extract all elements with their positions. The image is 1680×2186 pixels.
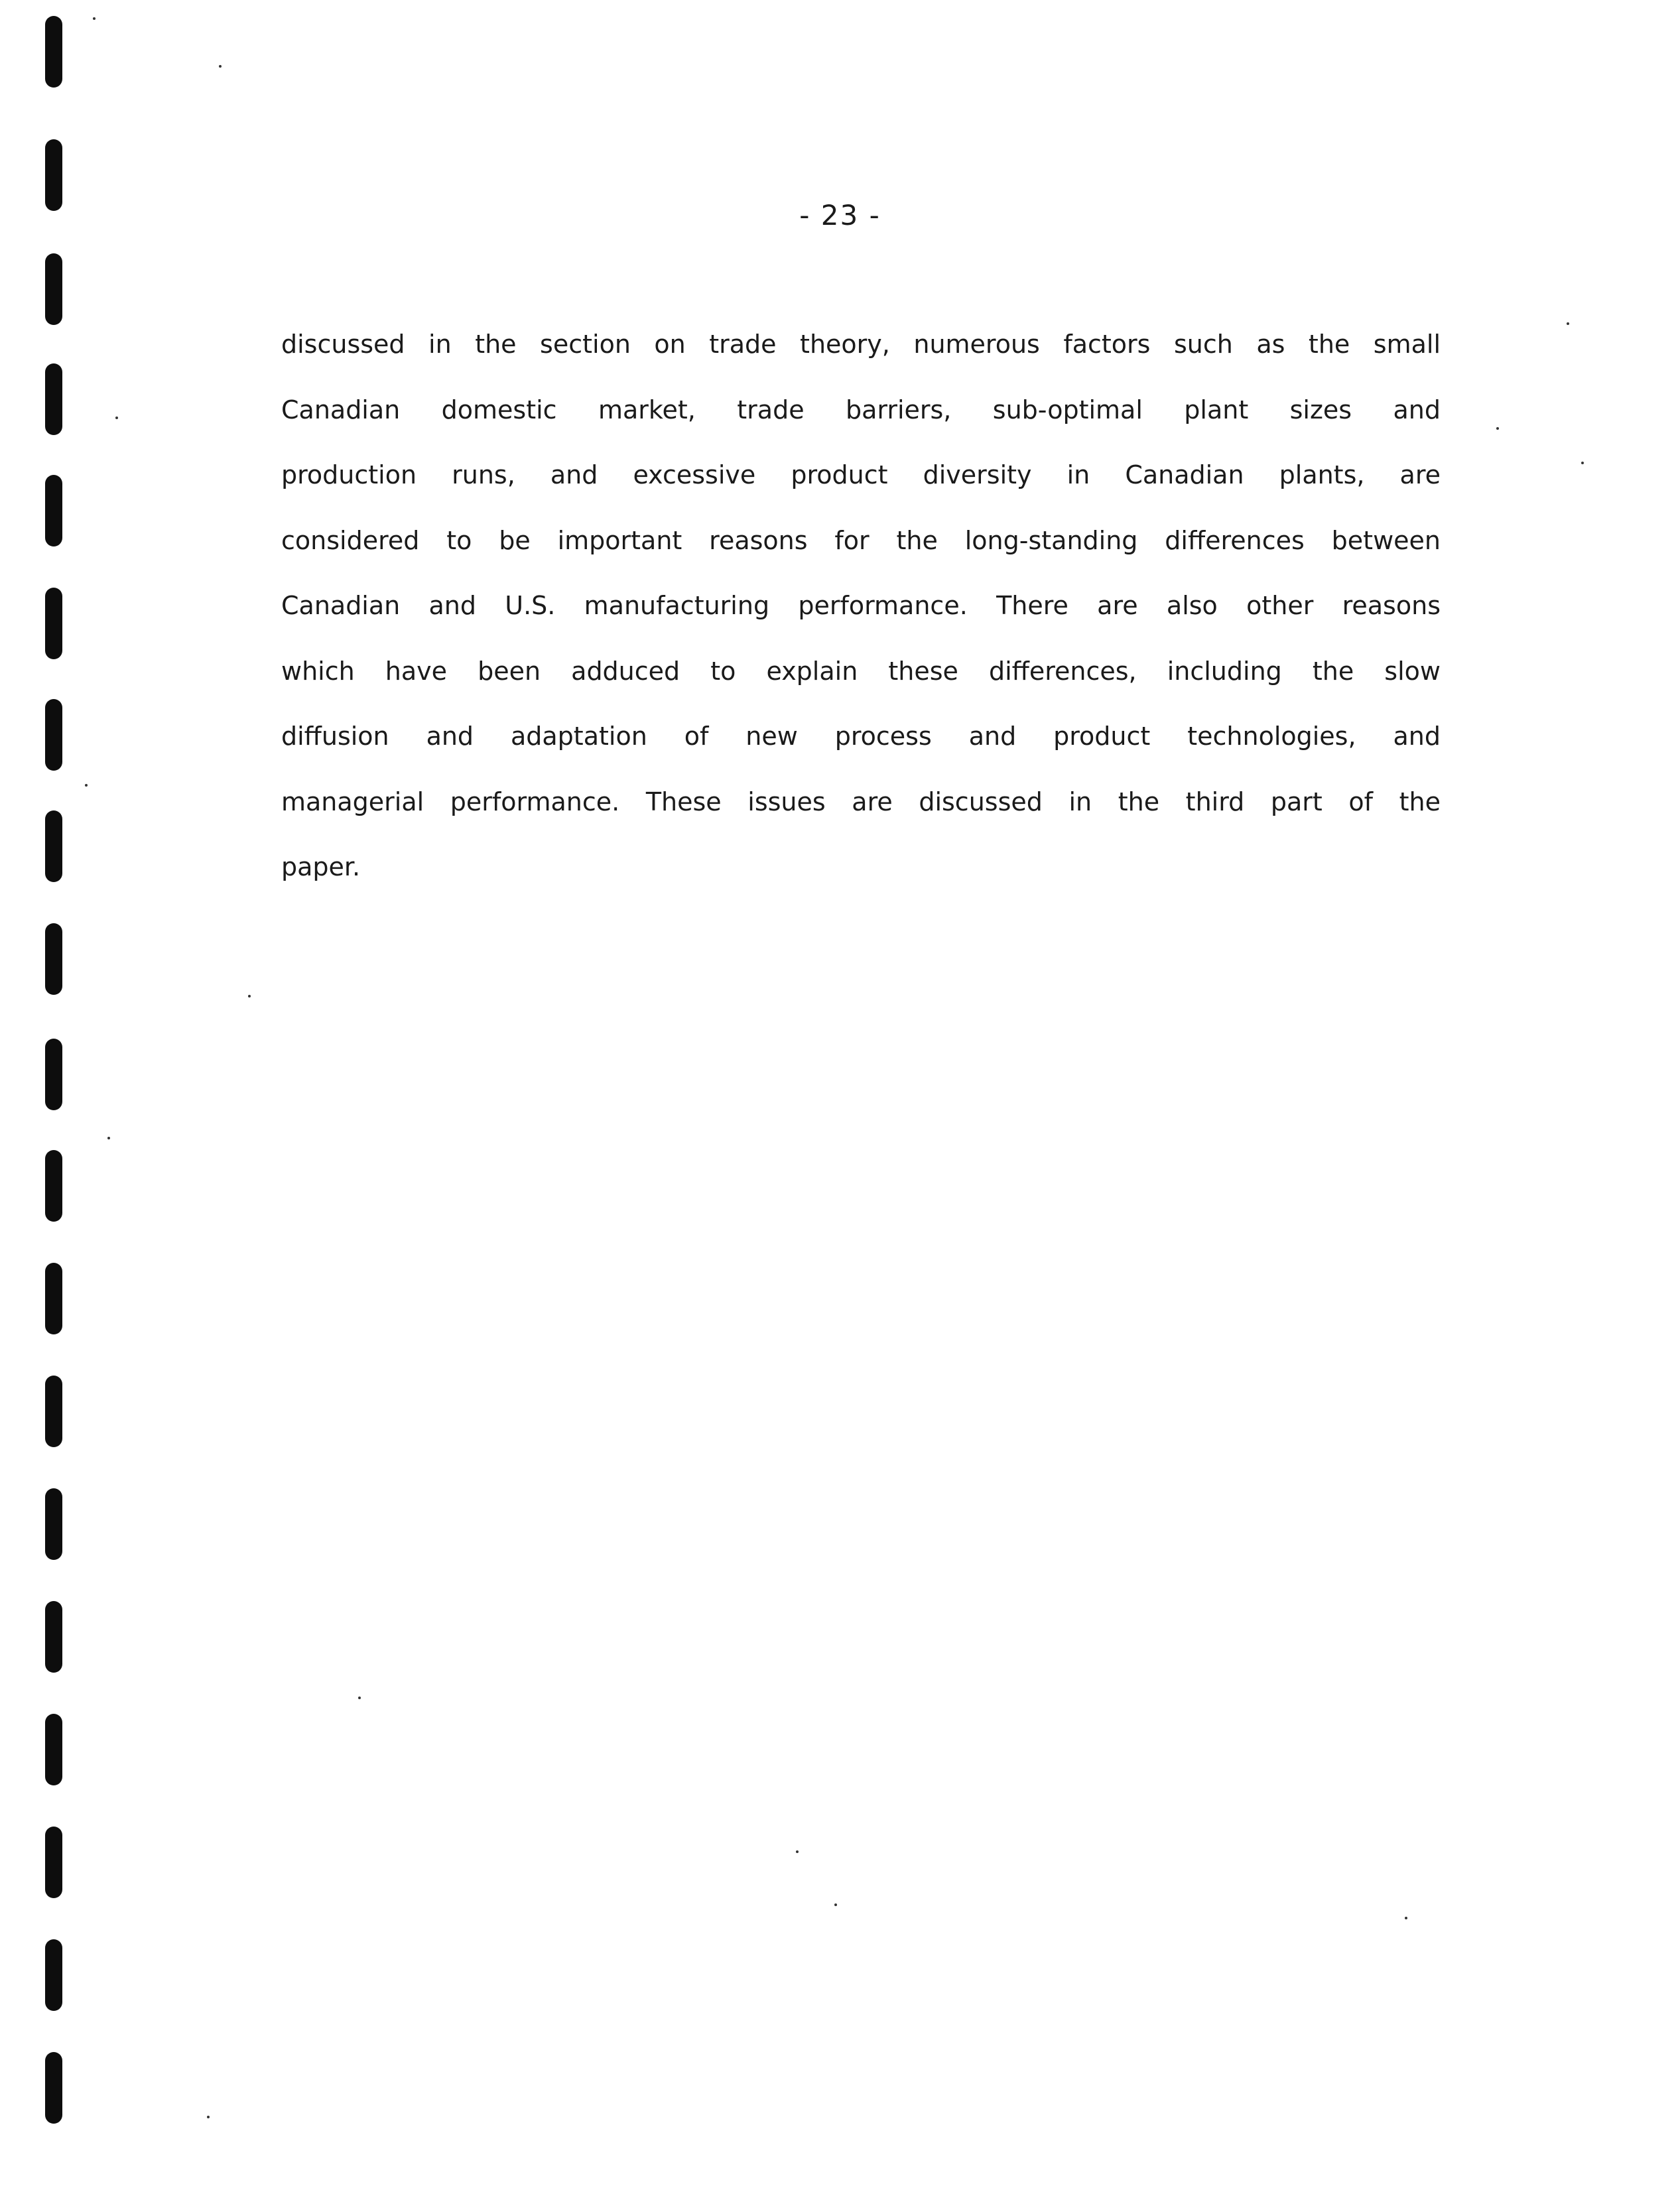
binding-hole [45, 475, 62, 546]
binding-hole [45, 699, 62, 771]
scan-speck [796, 1850, 799, 1853]
scan-speck [248, 995, 251, 997]
binding-hole [45, 923, 62, 995]
body-paragraph [281, 312, 1441, 900]
body-line: production runs, and excessive product diversity in Canadian plants, are [281, 460, 1441, 489]
binding-hole [45, 1039, 62, 1110]
body-line: managerial performance. These issues are discussed in the third part of the [281, 787, 1441, 816]
binding-hole [45, 16, 62, 88]
binding-hole [45, 588, 62, 659]
binding-hole [45, 1827, 62, 1898]
body-line: Canadian domestic market, trade barriers, sub-optimal plant sizes and [281, 395, 1441, 424]
binding-hole [45, 253, 62, 325]
binding-hole [45, 1263, 62, 1334]
binding-hole [45, 1488, 62, 1560]
body-line: discussed in the section on trade theory, numerous factors such as the small [281, 330, 1441, 359]
binding-hole [45, 363, 62, 435]
scan-speck [85, 784, 88, 787]
scan-speck [207, 2116, 210, 2118]
scan-speck [115, 417, 118, 419]
scan-speck [1581, 462, 1584, 464]
scan-speck [1405, 1917, 1407, 1919]
binding-hole [45, 1150, 62, 1222]
body-line: which have been adduced to explain these differences, including the slow [281, 656, 1441, 686]
page-number: - 23 - [799, 199, 881, 231]
scan-speck [834, 1903, 837, 1906]
binding-hole [45, 1601, 62, 1673]
binding-hole [45, 810, 62, 882]
scan-speck [219, 65, 222, 68]
body-line: Canadian and U.S. manufacturing performance. There are also other reasons [281, 591, 1441, 620]
body-line: paper. [281, 852, 361, 881]
scan-speck [1567, 322, 1569, 325]
scan-speck [107, 1137, 110, 1139]
binding-hole [45, 1939, 62, 2011]
binding-hole [45, 2052, 62, 2124]
binding-strip [40, 0, 66, 2186]
binding-hole [45, 1714, 62, 1785]
body-line: diffusion and adaptation of new process and product technologies, and [281, 722, 1441, 751]
body-line: considered to be important reasons for the long-standing differences between [281, 525, 1441, 555]
scan-speck [93, 17, 96, 20]
scan-speck [1496, 427, 1499, 430]
scan-speck [358, 1697, 361, 1699]
binding-hole [45, 1376, 62, 1447]
